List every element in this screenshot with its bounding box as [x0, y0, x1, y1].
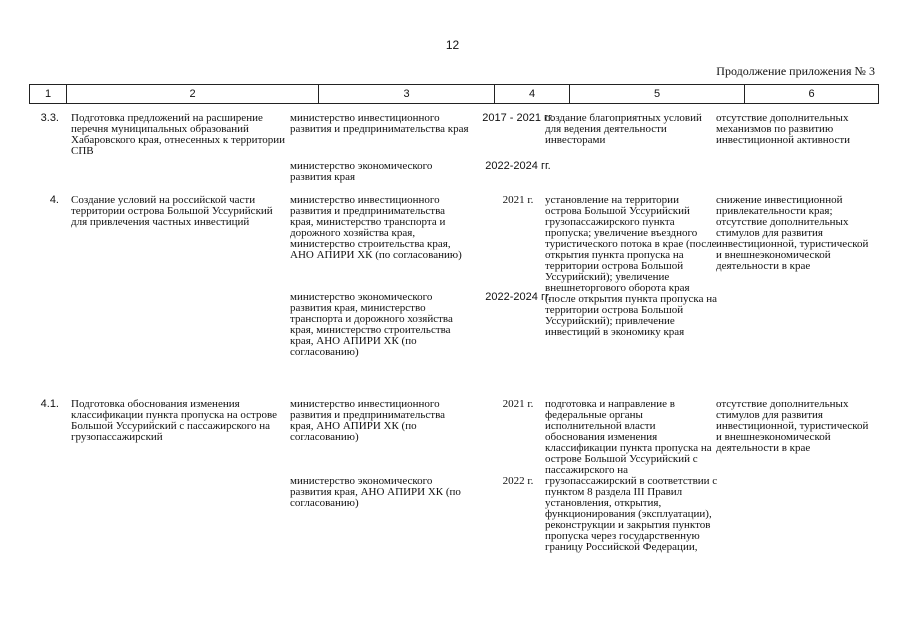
- executor-entry: министерство экономического развития края, АНО АПИРИ ХК (по согласованию): [290, 475, 461, 509]
- row-number: 4.: [49, 194, 59, 206]
- row-description: Создание условий на российской части территории острова Большой Уссурийский для привлечения частных инвестиций: [71, 194, 273, 228]
- period-entry: 2022-2024 гг.: [485, 160, 551, 172]
- appendix-continuation-note: Продолжение приложения № 3: [716, 64, 875, 78]
- row-result: установление на территории острова Большой Уссурийский грузопассажирского пункта пропуска; увеличение въездного туристического потока в крае (после открытия пункта пропуска на территории острова Большой Уссурийский); увеличение внешнеторгового оборота края (после открытия пункта пропуска на территории острова Большой Уссурийский); привлечение инвестиций в экономику края: [545, 194, 718, 338]
- column-number-6: 6: [808, 88, 815, 100]
- row-number: 4.1.: [40, 398, 59, 410]
- executor-entry: министерство инвестиционного развития и предпринимательства края, АНО АПИРИ ХК (по согласованию): [290, 398, 446, 443]
- column-number-1: 1: [30, 85, 67, 103]
- column-number-5: 5: [570, 85, 745, 103]
- executor-entry: министерство инвестиционного развития и предпринимательства края: [290, 112, 469, 135]
- row-result: создание благоприятных условий для ведения деятельности инвесторами: [545, 112, 702, 146]
- row-number: 3.3.: [40, 112, 59, 124]
- period-entry: 2017 - 2021 гг.: [482, 112, 554, 124]
- executor-entry: министерство экономического развития края, министерство транспорта и дорожного хозяйства края, министерство строительства края, АНО АПИРИ ХК (по согласованию): [290, 291, 453, 358]
- executor-entry: министерство инвестиционного развития и предпринимательства края, министерство транспорта и дорожного хозяйства края, министерство строительства края, АНО АПИРИ ХК (по согласованию): [290, 194, 462, 261]
- period-entry: 2021 г.: [502, 398, 534, 410]
- row-description: Подготовка предложений на расширение перечня муниципальных образований Хабаровского края, отнесенных к территории СПВ: [71, 112, 286, 157]
- period-entry: 2022 г.: [502, 475, 534, 487]
- period-entry: 2021 г.: [502, 194, 534, 206]
- column-number-4: 4: [495, 85, 570, 103]
- period-entry: 2022-2024 гг.: [485, 291, 551, 303]
- row-risk: отсутствие дополнительных стимулов для развития инвестиционной, туристической и внешнеэкономической деятельности в крае: [716, 398, 869, 454]
- column-number-2: 2: [67, 85, 319, 103]
- row-description: Подготовка обоснования изменения классификации пункта пропуска на острове Большой Уссурийский с пассажирского на грузопассажирский: [71, 398, 277, 443]
- executor-entry: министерство экономического развития края: [290, 160, 433, 183]
- row-risk: отсутствие дополнительных механизмов по развитию инвестиционной активности: [716, 112, 851, 146]
- row-risk: снижение инвестиционной привлекательности края; отсутствие дополнительных стимулов для развития инвестиционной, туристической и внешнеэкономической деятельности в крае: [716, 194, 869, 272]
- row-result: подготовка и направление в федеральные органы исполнительной власти обоснования изменения классификации пункта пропуска на острове Большой Уссурийский с пассажирского на грузопассажирский в соответствии с пунктом 8 раздела III Правил установления, открытия, функционирования (эксплуатации), реконструкции и закрытия пунктов пропуска через государственную границу Российской Федерации,: [545, 398, 718, 553]
- page-number: 12: [445, 38, 460, 52]
- table-header-row: [29, 84, 879, 104]
- column-number-3: 3: [319, 85, 495, 103]
